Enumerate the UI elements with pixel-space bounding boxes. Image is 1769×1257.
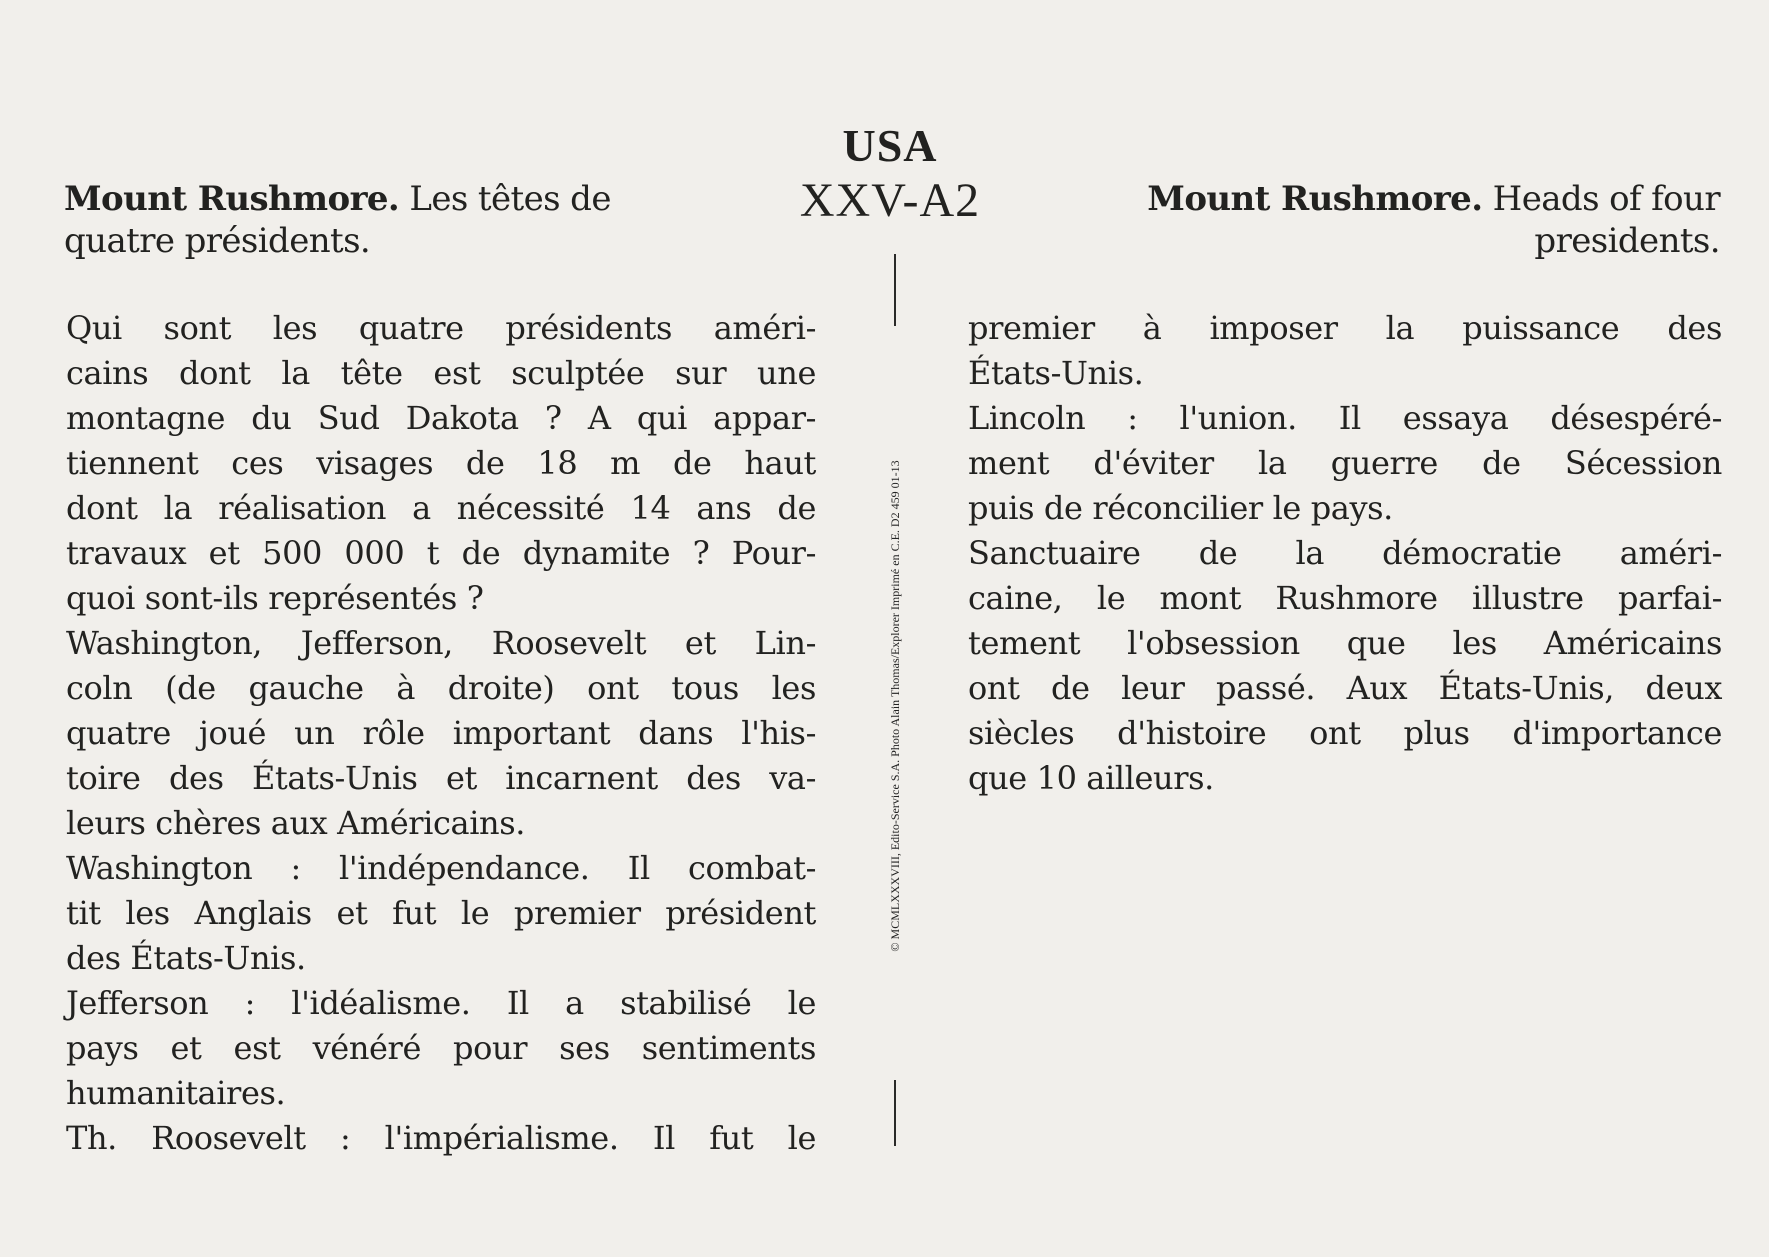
text-line: tiennent ces visages de 18 m de haut bbox=[66, 444, 816, 482]
text-line: quatre joué un rôle important dans l'his- bbox=[66, 714, 816, 752]
divider-line-bottom bbox=[894, 1080, 896, 1146]
text-line: humanitaires. bbox=[66, 1074, 286, 1112]
text-line: caine, le mont Rushmore illustre parfai- bbox=[968, 579, 1722, 617]
text-line: ment d'éviter la guerre de Sécession bbox=[968, 444, 1722, 482]
text-line: montagne du Sud Dakota ? A qui appar- bbox=[66, 399, 816, 437]
heading-english-line1 bbox=[1060, 178, 1720, 220]
text-line: Washington : l'indépendance. Il combat- bbox=[66, 849, 816, 887]
text-line: premier à imposer la puissance des bbox=[968, 309, 1722, 347]
text-line: tement l'obsession que les Américains bbox=[968, 624, 1722, 662]
heading-french-subtitle: Les têtes de bbox=[399, 179, 611, 219]
text-line: Washington, Jefferson, Roosevelt et Lin- bbox=[66, 624, 816, 662]
reference-code: XXV-A2 bbox=[799, 174, 981, 227]
text-line: Jefferson : l'idéalisme. Il a stabilisé le bbox=[66, 984, 816, 1022]
heading-french-title: Mount Rushmore. bbox=[64, 179, 400, 219]
heading-french-line2: quatre présidents. bbox=[64, 221, 371, 261]
text-line: cains dont la tête est sculptée sur une bbox=[66, 354, 816, 392]
heading-english bbox=[1060, 178, 1720, 262]
text-line: que 10 ailleurs. bbox=[968, 759, 1214, 797]
body-text-right-column bbox=[968, 306, 1722, 801]
text-line: Sanctuaire de la démocratie améri- bbox=[968, 534, 1722, 572]
text-line: ont de leur passé. Aux États-Unis, deux bbox=[968, 669, 1722, 707]
heading-english-line2: presidents. bbox=[1534, 221, 1720, 261]
text-line: Qui sont les quatre présidents améri- bbox=[66, 309, 816, 347]
text-line: des États-Unis. bbox=[66, 939, 306, 977]
heading-english-title: Mount Rushmore. bbox=[1147, 179, 1483, 219]
text-line: dont la réalisation a nécessité 14 ans de bbox=[66, 489, 816, 527]
photo-credit: © MCMLXXXVIII, Edito-Service S.A. Photo Alain Thomas/Explorer Imprimé en C.E. D2 459 01-13 bbox=[888, 460, 902, 952]
heading-french bbox=[64, 178, 684, 262]
text-line: pays et est vénéré pour ses sentiments bbox=[66, 1029, 816, 1067]
text-line: Th. Roosevelt : l'impérialisme. Il fut le bbox=[66, 1119, 816, 1157]
body-text-left-column bbox=[66, 306, 816, 1161]
text-line: puis de réconcilier le pays. bbox=[968, 489, 1393, 527]
text-line: Lincoln : l'union. Il essaya désespéré- bbox=[968, 399, 1722, 437]
text-line: États-Unis. bbox=[968, 354, 1144, 392]
text-line: travaux et 500 000 t de dynamite ? Pour- bbox=[66, 534, 816, 572]
text-line: coln (de gauche à droite) ont tous les bbox=[66, 669, 816, 707]
text-line: leurs chères aux Américains. bbox=[66, 804, 526, 842]
heading-french-line1 bbox=[64, 178, 684, 220]
text-line: quoi sont-ils représentés ? bbox=[66, 579, 484, 617]
text-line: toire des États-Unis et incarnent des va- bbox=[66, 759, 816, 797]
heading-english-subtitle: Heads of four bbox=[1482, 179, 1720, 219]
text-line: siècles d'histoire ont plus d'importance bbox=[968, 714, 1722, 752]
text-line: tit les Anglais et fut le premier président bbox=[66, 894, 816, 932]
country-code: USA bbox=[842, 120, 938, 171]
